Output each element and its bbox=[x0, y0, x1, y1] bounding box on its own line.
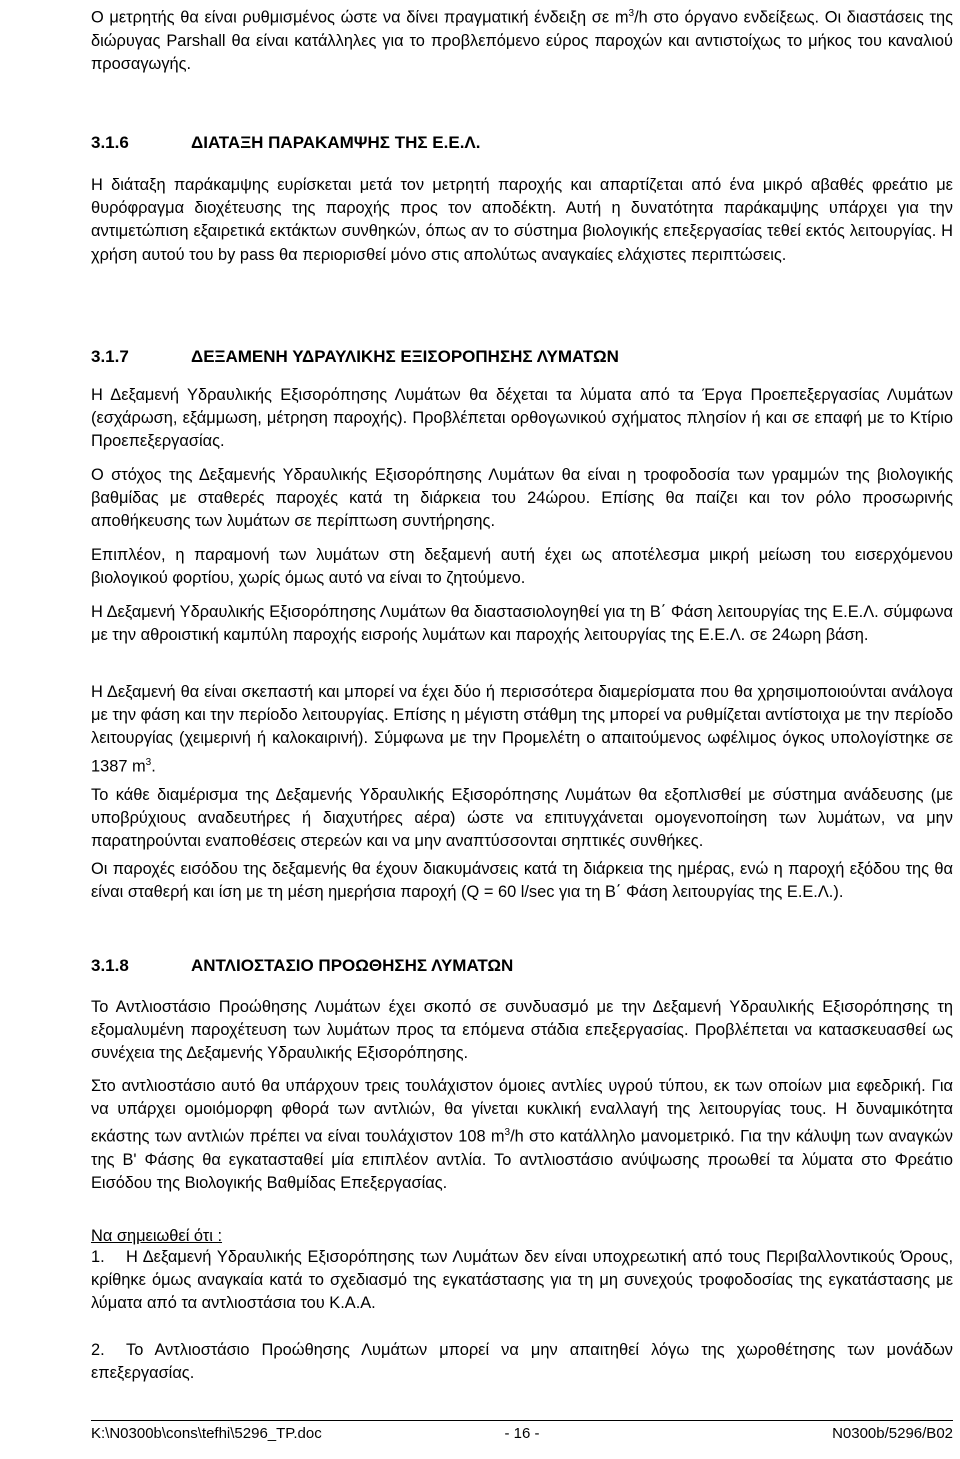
paragraph: Το κάθε διαμέρισμα της Δεξαμενής Υδραυλικής Εξισορόπησης Λυμάτων θα εξοπλισθεί με σύστημα ανάδευσης (με υποβρύχιους αναδευτήρες ή διαχυτήρες αέρα) ώστε να επιτυγχάνεται ομογενοποίηση των λυμάτων, να μην παρατηρούνται εναποθέσεις στερεών και να μην αναπτύσσονται σηπτικές συνθήκες. bbox=[91, 786, 953, 851]
note-item-2 bbox=[91, 1339, 953, 1385]
paragraph-text: /h στο κατάλληλο μανομετρικό. Για την κάλυψη των αναγκών της Β' Φάσης θα εγκατασταθεί μία επιπλέον αντλία. Το αντλιοστάσιο ανύψωσης προωθεί τα λύματα στο Φρεάτιο Εισόδου της Βιολογικής Βαθμίδας Επεξεργασίας. bbox=[91, 1127, 953, 1193]
superscript: 3 bbox=[628, 8, 635, 19]
paragraph: Η διάταξη παράκαμψης ευρίσκεται μετά τον μετρητή παροχής και απαρτίζεται από ένα μικρό αβαθές φρεάτιο με θυρόφραγμα διοχέτευσης της παροχής προς τον αποδέκτη. Αυτή η δυνατότητα παράκαμψης υπάρχει για την αντιμετώπιση εξαιρετικά εκτάκτων συνθηκών, όπως αν το σύστημα βιολογικής επεξεργασίας τεθεί εκτός λειτουργίας. Η χρήση αυτού του by pass θα περιορισθεί μόνο στις απολύτως αναγκαίες ελάχιστες περιπτώσεις. bbox=[91, 176, 953, 264]
section-title: ΔΙΑΤΑΞΗ ΠΑΡΑΚΑΜΨΗΣ ΤΗΣ Ε.Ε.Λ. bbox=[191, 133, 481, 152]
superscript: 3 bbox=[145, 756, 152, 768]
section-number: 3.1.8 bbox=[91, 956, 129, 975]
intro-paragraph bbox=[91, 2, 953, 76]
list-text: Η Δεξαμενή Υδραυλικής Εξισορόπησης των Λυμάτων δεν είναι υποχρεωτική από τους Περιβαλλοντικούς Όρους, κρίθηκε όμως αναγκαία κατά το σχεδιασμό της εγκατάστασης για τη μη συνεχούς τροφοδοσίας της εγκατάστασης με λύματα από τα αντλιοστάσια του Κ.Α.Α. bbox=[91, 1248, 953, 1313]
note-item-1 bbox=[91, 1246, 953, 1316]
paragraph: Η Δεξαμενή Υδραυλικής Εξισορόπησης Λυμάτων θα δέχεται τα λύματα από τα Έργα Προεπεξεργασίας Λυμάτων (εσχάρωση, εξάμμωση, μέτρηση παροχής). Προβλέπεται ορθογωνικού σχήματος πλησίον ή και σε επαφή με το Κτίριο Προεπεξεργασίας. bbox=[91, 386, 953, 451]
footer-page-number: - 16 - bbox=[504, 1425, 540, 1442]
paragraph: Επιπλέον, η παραμονή των λυμάτων στη δεξαμενή αυτή έχει ως αποτέλεσμα μικρή μείωση του εισερχόμενου βιολογικού φορτίου, χωρίς όμως αυτό να είναι το ζητούμενο. bbox=[91, 546, 953, 588]
list-text: Το Αντλιοστάσιο Προώθησης Λυμάτων μπορεί να μην απαιτηθεί λόγω της χωροθέτησης των μονάδων επεξεργασίας. bbox=[91, 1341, 953, 1383]
paragraph: Το Αντλιοστάσιο Προώθησης Λυμάτων έχει σκοπό σε συνδυασμό με την Δεξαμενή Υδραυλικής Εξισορόπησης τη εξομαλυμένη παροχέτευση των λυμάτων προς τα επόμενα στάδια επεξεργασίας. Προβλέπεται να κατασκευασθεί ως συνέχεια της Δεξαμενής Υδραυλικής Εξισορόπησης. bbox=[91, 998, 953, 1063]
section-number: 3.1.6 bbox=[91, 133, 129, 152]
paragraph-text: . bbox=[151, 757, 156, 776]
paragraph: Ο στόχος της Δεξαμενής Υδραυλικής Εξισορόπησης Λυμάτων θα είναι η τροφοδοσία των γραμμών της βιολογικής βαθμίδας με σταθερές παροχές κατά τη διάρκεια του 24ώρου. Επίσης θα παίζει και τον ρόλο προσωρινής αποθήκευσης των λυμάτων σε περίπτωση συντήρησης. bbox=[91, 466, 953, 531]
intro-text-3: Οι διαστάσεις της διώρυγας Parshall θα είναι κατάλληλες για το προβλεπόμενο εύρος παροχών και αντιστοίχως το μήκος του καναλιού προσαγωγής. bbox=[91, 8, 953, 73]
section-heading-317 bbox=[91, 347, 619, 367]
paragraph-text: Η Δεξαμενή θα είναι σκεπαστή και μπορεί να έχει δύο ή περισσότερα διαμερίσματα που θα χρησιμοποιούνται ανάλογα με την φάση και την περίοδο λειτουργίας. Επίσης η μέγιστη στάθμη της μπορεί να ρυθμίζεται αντίστοιχα με την περίοδο λειτουργίας (χειμερινή ή καλοκαιρινή). Σύμφωνα με την Προμελέτη ο απαιτούμενος ωφέλιμος όγκος υπολογίστηκε σε 1387 m bbox=[91, 683, 953, 776]
superscript: 3 bbox=[504, 1127, 511, 1139]
paragraph: Οι παροχές εισόδου της δεξαμενής θα έχουν διακυμάνσεις κατά τη διάρκεια της ημέρας, ενώ η παροχή εξόδου της θα είναι σταθερή και ίση με τη μέση ημερήσια παροχή (Q = 60 l/sec για τη Β΄ Φάση λειτουργίας της Ε.Ε.Λ.). bbox=[91, 860, 953, 902]
paragraph bbox=[91, 1075, 953, 1195]
intro-text-2: /h στο όργανο ενδείξεως. bbox=[634, 8, 820, 27]
section-title: ΑΝΤΛΙΟΣΤΑΣΙΟ ΠΡΟΩΘΗΣΗΣ ΛΥΜΑΤΩΝ bbox=[191, 956, 514, 975]
paragraph: Η Δεξαμενή Υδραυλικής Εξισορόπησης Λυμάτων θα διαστασιολογηθεί για τη Β΄ Φάση λειτουργίας της Ε.Ε.Λ. σύμφωνα με την αθροιστική καμπύλη παροχής εισροής λυμάτων και παροχής λειτουργίας της Ε.Ε.Λ. σε 24ωρη βάση. bbox=[91, 603, 953, 645]
section-heading-316 bbox=[91, 133, 481, 153]
intro-text-1: Ο μετρητής θα είναι ρυθμισμένος ώστε να δίνει πραγματική ένδειξη σε m bbox=[91, 8, 629, 27]
page-footer bbox=[91, 1420, 953, 1443]
paragraph-text: Στο αντλιοστάσιο αυτό θα υπάρχουν τρεις τουλάχιστον όμοιες αντλίες υγρού τύπου, εκ των οποίων μια εφεδρική. Για να υπάρχει ομοιόμορφη φθορά των αντλιών, θα γίνεται κυκλική εναλλαγή της λειτουργίας τους. Η δυναμικότητα εκάστης των αντλιών πρέπει να είναι τουλάχιστον 108 m bbox=[91, 1077, 953, 1146]
footer-doc-code: N0300b/5296/B02 bbox=[832, 1425, 953, 1442]
note-heading: Να σημειωθεί ότι : bbox=[91, 1227, 223, 1245]
section-heading-318 bbox=[91, 956, 513, 976]
section-title: ΔΕΞΑΜΕΝΗ ΥΔΡΑΥΛΙΚΗΣ ΕΞΙΣΟΡΟΠΗΣΗΣ ΛΥΜΑΤΩΝ bbox=[191, 347, 619, 366]
footer-file-path: K:\N0300b\cons\tefhi\5296_TP.doc bbox=[91, 1425, 322, 1442]
list-number: 2. bbox=[91, 1341, 105, 1359]
paragraph bbox=[91, 681, 953, 778]
list-number: 1. bbox=[91, 1248, 105, 1266]
section-number: 3.1.7 bbox=[91, 347, 129, 366]
